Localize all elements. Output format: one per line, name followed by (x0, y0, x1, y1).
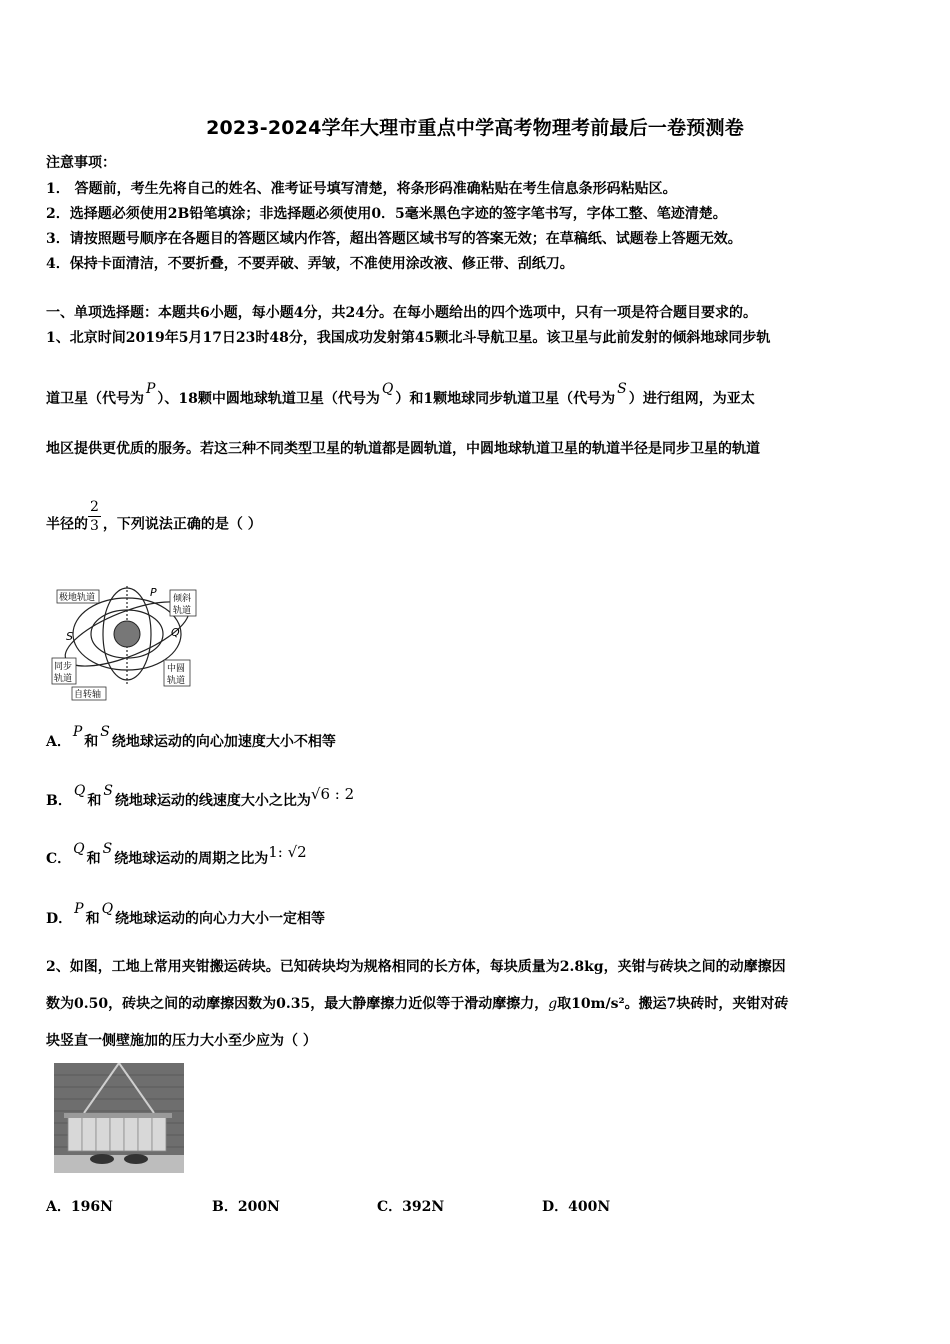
q2-line-2 (46, 993, 788, 1013)
q1-text: ）和1颗地球同步轨道卫星（代号为 (395, 391, 616, 407)
option-letter: A． (46, 734, 71, 750)
option-text: 绕地球运动的向心加速度大小不相等 (111, 734, 336, 750)
option-text: 绕地球运动的周期之比为 (114, 851, 269, 867)
symbol-s: S (617, 381, 627, 397)
earth (114, 621, 140, 647)
notice-item-4: 4．保持卡面清洁，不要折叠，不要弄破、弄皱，不准使用涂改液、修正带、刮纸刀。 (46, 256, 574, 272)
q1-option-d (46, 901, 326, 928)
option-letter: C． (46, 851, 72, 867)
option-text: 和 (86, 851, 101, 867)
symbol: S (100, 724, 110, 740)
symbol-q: Q (381, 381, 394, 397)
q2-option-a: A．196N (46, 1199, 113, 1215)
q1-text: ）、18颗中圆地球轨道卫星（代号为 (157, 391, 380, 407)
q1-line-3: 地区提供更优质的服务。若这三种不同类型卫星的轨道都是圆轨道，中圆地球轨道卫星的轨道半径是同步卫星的轨道 (46, 441, 760, 457)
notice-item-1: 1． 答题前，考生先将自己的姓名、准考证号填写清楚，将条形码准确粘贴在考生信息条形码粘贴区。 (46, 181, 677, 197)
q1-option-c (46, 841, 307, 868)
q1-option-a (46, 724, 336, 751)
symbol-g: g (548, 996, 558, 1012)
q1-text: 半径的 (46, 516, 88, 533)
option-letter: D． (46, 911, 73, 927)
label-axis: 自转轴 (74, 690, 102, 700)
symbol: P (74, 901, 84, 917)
q2-option-b: B．200N (212, 1199, 280, 1215)
notice-item-2: 2．选择题必须使用2B铅笔填涂；非选择题必须使用0．5毫米黑色字迹的签字笔书写，字体工整、笔迹清楚。 (46, 206, 727, 222)
brick-photo (54, 1063, 184, 1173)
q1-line-2 (46, 381, 755, 408)
option-text: 和 (84, 734, 99, 750)
page-title: 2023-2024学年大理市重点中学高考物理考前最后一卷预测卷 (206, 117, 744, 139)
fraction-denominator: 3 (90, 518, 99, 534)
label-sync-1: 同步 (54, 662, 73, 672)
option-text: 绕地球运动的向心力大小一定相等 (115, 911, 326, 927)
q2-text: 取10m/s²。搬运7块砖时，夹钳对砖 (557, 996, 789, 1012)
label-inclined-1: 倾斜 (173, 594, 192, 604)
q1-text: ）进行组网，为亚太 (628, 391, 755, 407)
symbol-p: P (146, 381, 156, 397)
label-sync-2: 轨道 (54, 674, 73, 684)
q2-text: 数为0.50，砖块之间的动摩擦因数为0.35，最大静摩擦力近似等于滑动摩擦力， (46, 996, 549, 1012)
symbol: Q (73, 841, 85, 857)
option-math: √6 : 2 (310, 785, 355, 803)
q2-option-d: D．400N (542, 1199, 611, 1215)
symbol: P (72, 724, 83, 740)
q1-line-1: 1、北京时间2019年5月17日23时48分，我国成功发射第45颗北斗导航卫星。该卫星与此前发射的倾斜地球同步轨 (46, 330, 771, 346)
orbit-diagram (50, 584, 206, 704)
fraction-numerator: 2 (90, 499, 99, 515)
label-polar-orbit: 极地轨道 (59, 593, 96, 603)
label-inclined-2: 轨道 (173, 606, 192, 616)
section-heading: 一、单项选择题：本题共6小题，每小题4分，共24分。在每小题给出的四个选项中，只有一项是符合题目要求的。 (46, 305, 757, 321)
q2-line-3: 块竖直一侧壁施加的压力大小至少应为（ ） (46, 1033, 317, 1049)
symbol: S (102, 841, 113, 857)
option-text: 和 (87, 793, 102, 809)
notice-item-3: 3．请按照题号顺序在各题目的答题区域内作答，超出答题区域书写的答案无效；在草稿纸、试题卷上答题无效。 (46, 231, 742, 247)
q1-line-4 (46, 499, 262, 543)
symbol: S (103, 783, 113, 799)
label-s: S (66, 630, 73, 643)
option-text: 和 (85, 911, 100, 927)
symbol: Q (73, 783, 86, 799)
fraction (88, 498, 101, 535)
option-text: 绕地球运动的线速度大小之比为 (114, 793, 311, 809)
notice-heading: 注意事项： (46, 155, 116, 171)
q2-line-1: 2、如图，工地上常用夹钳搬运砖块。已知砖块均为规格相同的长方体，每块质量为2.8kg，夹钳与砖块之间的动摩擦因 (46, 959, 786, 975)
q1-text: 道卫星（代号为 (46, 391, 144, 407)
q1-option-b (46, 783, 355, 810)
symbol: Q (101, 901, 114, 917)
option-math: 1: √2 (268, 843, 307, 861)
q1-text: ，下列说法正确的是（ ） (102, 516, 262, 533)
label-mid-2: 轨道 (167, 676, 186, 686)
label-mid-1: 中圆 (167, 664, 186, 674)
label-p: P (150, 586, 157, 599)
q2-option-c: C．392N (377, 1199, 445, 1215)
option-letter: B． (46, 793, 72, 809)
label-q: Q (171, 626, 180, 639)
